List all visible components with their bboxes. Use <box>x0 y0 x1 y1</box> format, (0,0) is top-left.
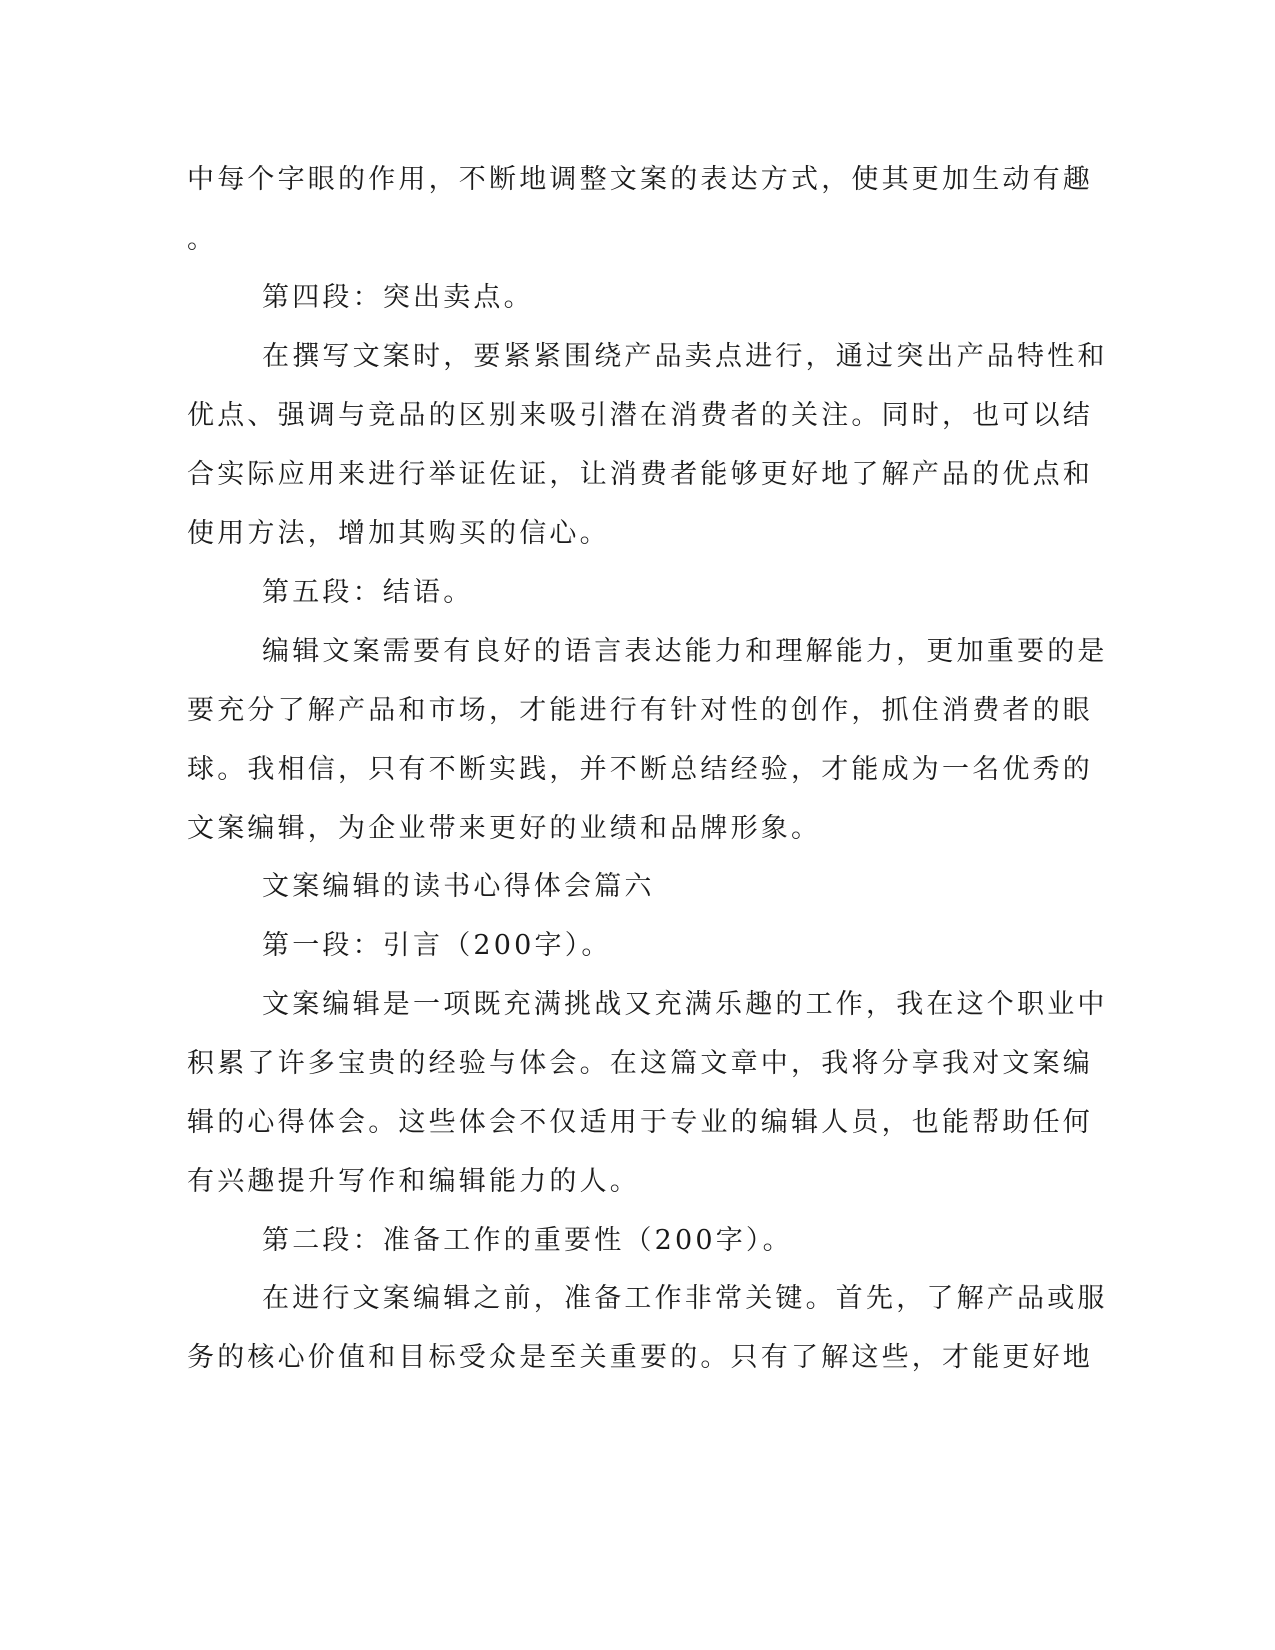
body-text-line: 要充分了解产品和市场，才能进行有针对性的创作，抓住消费者的眼 <box>187 695 1093 726</box>
body-text-line: 辑的心得体会。这些体会不仅适用于专业的编辑人员，也能帮助任何 <box>187 1107 1093 1138</box>
body-text-line: 积累了许多宝贵的经验与体会。在这篇文章中，我将分享我对文案编 <box>187 1048 1093 1079</box>
body-text-line: 文案编辑是一项既充满挑战又充满乐趣的工作，我在这个职业中 <box>262 989 1108 1020</box>
section-heading: 第一段：引言（200字）。 <box>262 930 612 961</box>
body-text-line: 中每个字眼的作用，不断地调整文案的表达方式，使其更加生动有趣 <box>187 164 1093 195</box>
body-text-line: 球。我相信，只有不断实践，并不断总结经验，才能成为一名优秀的 <box>187 754 1093 785</box>
body-text-line: 务的核心价值和目标受众是至关重要的。只有了解这些，才能更好地 <box>187 1342 1093 1373</box>
body-text-line: 合实际应用来进行举证佐证，让消费者能够更好地了解产品的优点和 <box>187 459 1093 490</box>
section-heading: 第五段：结语。 <box>262 577 474 608</box>
body-text-line: 使用方法，增加其购买的信心。 <box>187 518 610 549</box>
body-text-line: 文案编辑，为企业带来更好的业绩和品牌形象。 <box>187 813 822 844</box>
body-text-line: 。 <box>187 224 218 255</box>
body-text-line: 在撰写文案时，要紧紧围绕产品卖点进行，通过突出产品特性和 <box>262 341 1108 372</box>
body-text-line: 编辑文案需要有良好的语言表达能力和理解能力，更加重要的是 <box>262 636 1108 667</box>
section-heading: 第二段：准备工作的重要性（200字）。 <box>262 1225 793 1256</box>
body-text-line: 有兴趣提升写作和编辑能力的人。 <box>187 1166 640 1197</box>
body-text-line: 在进行文案编辑之前，准备工作非常关键。首先，了解产品或服 <box>262 1283 1108 1314</box>
section-heading: 第四段：突出卖点。 <box>262 282 534 313</box>
article-title: 文案编辑的读书心得体会篇六 <box>262 871 655 902</box>
body-text-line: 优点、强调与竞品的区别来吸引潜在消费者的关注。同时，也可以结 <box>187 400 1093 431</box>
